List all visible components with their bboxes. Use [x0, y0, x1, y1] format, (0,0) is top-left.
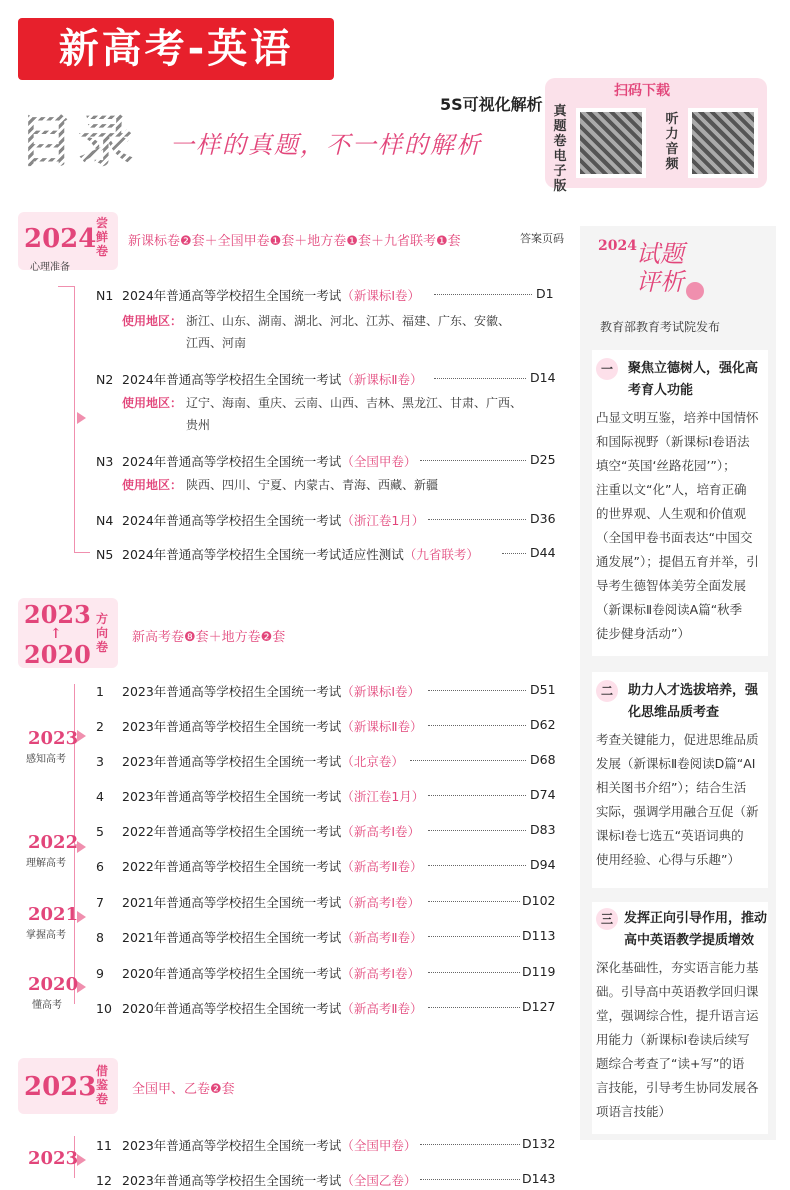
group-caption: 理解高考: [26, 858, 66, 869]
row-title: 2024年普通高等学校招生全国统一考试: [122, 288, 342, 303]
row-number: 12: [96, 1173, 112, 1188]
leader-dots: [420, 1179, 520, 1180]
row-number: N2: [96, 372, 114, 387]
toc-row[interactable]: [96, 452, 416, 470]
region-text: 陕西、四川、宁夏、内蒙古、青海、西藏、新疆: [186, 478, 439, 492]
leader-dots: [428, 690, 526, 691]
leader-dots: [420, 1144, 520, 1145]
review-item-title: 发挥正向引导作用，推动: [624, 911, 768, 926]
row-title: 2024年普通高等学校招生全国统一考试: [122, 454, 342, 469]
row-title: 2023年普通高等学校招生全国统一考试: [122, 1173, 342, 1188]
toc-title: 目录: [18, 98, 138, 178]
row-page: D14: [530, 370, 556, 385]
toc-row[interactable]: [96, 964, 420, 982]
leader-dots: [428, 936, 520, 937]
row-title: 2023年普通高等学校招生全国统一考试: [122, 789, 342, 804]
review-item-title: 考育人功能: [628, 383, 694, 398]
review-item-title: 化思维品质考查: [628, 705, 720, 720]
row-number: 4: [96, 789, 104, 804]
section-2023-summary: 新高考卷❽套＋地方卷❷套: [132, 630, 286, 645]
row-page: D119: [522, 964, 556, 979]
row-paper: （新高考Ⅱ卷）: [341, 930, 423, 945]
row-paper: （新课标Ⅰ卷）: [341, 288, 420, 303]
row-title: 2021年普通高等学校招生全国统一考试: [122, 895, 342, 910]
review-item-number: 二: [596, 680, 618, 702]
row-paper: （新高考Ⅱ卷）: [341, 859, 423, 874]
row-title: 2020年普通高等学校招生全国统一考试: [122, 1001, 342, 1016]
row-number: 8: [96, 930, 104, 945]
section-borrow-year: 2023: [24, 1072, 97, 1102]
row-page: D132: [522, 1136, 556, 1151]
row-page: D143: [522, 1171, 556, 1186]
tree-arrow-icon: [77, 730, 86, 742]
row-title: 2023年普通高等学校招生全国统一考试: [122, 1138, 342, 1153]
toc-row[interactable]: [96, 752, 404, 770]
section-2023-tag: 方向卷: [95, 612, 108, 654]
leader-dots: [420, 460, 526, 461]
leader-dots: [410, 760, 526, 761]
group-year: 2023: [28, 728, 79, 749]
section-2024-tag: 尝鲜卷: [95, 216, 108, 258]
tree-arrow-icon: [77, 412, 86, 424]
row-number: N5: [96, 547, 114, 562]
row-number: N3: [96, 454, 114, 469]
toc-row[interactable]: [96, 1136, 416, 1154]
up-arrow-icon: ↑: [50, 626, 62, 642]
leader-dots: [428, 901, 520, 902]
row-page: D25: [530, 452, 556, 467]
row-page: D1: [536, 286, 554, 301]
region-text: 辽宁、海南、重庆、云南、山西、吉林、黑龙江、甘肃、广西、: [186, 396, 523, 410]
section-year-top: 2023: [24, 600, 91, 629]
row-number: 10: [96, 1001, 112, 1016]
row-title: 2024年普通高等学校招生全国统一考试适应性测试: [122, 547, 404, 562]
review-item-number: 三: [596, 908, 618, 930]
row-paper: （新高考Ⅰ卷）: [341, 824, 420, 839]
tree-arrow-icon: [77, 1154, 86, 1166]
row-page: D83: [530, 822, 556, 837]
row-title: 2023年普通高等学校招生全国统一考试: [122, 719, 342, 734]
toc-row[interactable]: [96, 822, 420, 840]
leader-dots: [428, 795, 526, 796]
row-number: 1: [96, 684, 104, 699]
row-number: 2: [96, 719, 104, 734]
row-paper: （新高考Ⅱ卷）: [341, 1001, 423, 1016]
leader-dots: [434, 378, 526, 379]
region-text: 江西、河南: [186, 336, 247, 350]
panel-badge-text: 试题评析: [636, 240, 684, 296]
review-item-body: 考查关键能力，促进思维品质 发展（新课标Ⅱ卷阅读D篇“AI 相关图书介绍”）；结合生活 实际，强调学用融合互促（新 课标Ⅰ卷七选五“英语词典的 使用经验、心得与乐趣”）: [596, 732, 759, 867]
group-caption: 掌握高考: [26, 930, 66, 941]
qr-code-right[interactable]: [688, 108, 758, 178]
qr-right-label: 听力音频: [665, 112, 679, 172]
row-paper: （浙江卷1月）: [341, 513, 425, 528]
row-number: 6: [96, 859, 104, 874]
leader-dots: [428, 519, 526, 520]
row-paper: （全国乙卷）: [341, 1173, 417, 1188]
row-paper: （新课标Ⅰ卷）: [341, 684, 420, 699]
panel-source: 教育部教育考试院发布: [600, 320, 721, 334]
row-paper: （北京卷）: [341, 754, 404, 769]
tree-branch: [74, 552, 90, 553]
toc-row[interactable]: [96, 1171, 416, 1189]
toc-row[interactable]: [96, 893, 420, 911]
five-s-label: 5S可视化解析: [440, 95, 543, 114]
row-paper: （浙江卷1月）: [341, 789, 425, 804]
row-page: D68: [530, 752, 556, 767]
review-item-title: 助力人才选拔培养，强: [628, 683, 759, 698]
toc-row[interactable]: [96, 787, 424, 805]
row-page: D62: [530, 717, 556, 732]
tree-arrow-icon: [77, 841, 86, 853]
review-item-title: 高中英语教学提质增效: [624, 933, 755, 948]
row-number: N1: [96, 288, 114, 303]
row-page: D74: [530, 787, 556, 802]
row-page: D113: [522, 928, 556, 943]
region-label: 使用地区：: [122, 396, 183, 410]
toc-row[interactable]: [96, 682, 420, 700]
slogan: 一样的真题，不一样的解析: [170, 131, 482, 159]
leader-dots: [434, 294, 532, 295]
row-number: 5: [96, 824, 104, 839]
row-title: 2022年普通高等学校招生全国统一考试: [122, 824, 342, 839]
leader-dots: [428, 972, 520, 973]
region-text: 贵州: [186, 418, 211, 432]
answer-page-header: 答案页码: [520, 232, 564, 245]
toc-row[interactable]: [96, 717, 422, 735]
section-borrow-tag: 借鉴卷: [95, 1064, 108, 1106]
row-number: 9: [96, 966, 104, 981]
leader-dots: [428, 830, 526, 831]
group-year: 2021: [28, 904, 79, 925]
toc-row[interactable]: [96, 545, 479, 563]
group-year: 2023: [28, 1148, 79, 1169]
group-caption: 感知高考: [26, 754, 66, 765]
toc-row[interactable]: [96, 511, 424, 529]
row-title: 2024年普通高等学校招生全国统一考试: [122, 372, 342, 387]
qr-code-left[interactable]: [576, 108, 646, 178]
row-number: N4: [96, 513, 114, 528]
section-2024-summary: 新课标卷❷套＋全国甲卷❶套＋地方卷❶套＋九省联考❶套: [128, 234, 461, 249]
row-title: 2022年普通高等学校招生全国统一考试: [122, 859, 342, 874]
row-page: D44: [530, 545, 556, 560]
row-title: 2023年普通高等学校招生全国统一考试: [122, 754, 342, 769]
section-borrow-summary: 全国甲、乙卷❷套: [132, 1082, 235, 1097]
panel-badge-year: 2024: [598, 238, 637, 254]
row-number: 11: [96, 1138, 112, 1153]
tree-branch: [58, 286, 74, 287]
tree-arrow-icon: [77, 911, 86, 923]
row-paper: （新高考Ⅰ卷）: [341, 895, 420, 910]
section-year-bottom: 2020: [24, 640, 91, 669]
row-paper: （九省联考）: [403, 547, 479, 562]
rosette-icon: [686, 282, 704, 300]
row-paper: （新高考Ⅰ卷）: [341, 966, 420, 981]
review-item-body: 凸显文明互鉴，培养中国情怀 和国际视野（新课标Ⅰ卷语法 填空“英国‘丝路花园’”）； 注重以文“化”人，培育正确 的世界观、人生观和价值观 （全国甲卷书面表达“中国交 通发展”）；提倡五育并举，引 导考生德智体美劳全面发展 （新课标Ⅱ卷阅读A篇“秋季 徒步健身活动”）: [596, 410, 759, 641]
review-item-title: 聚焦立德树人，强化高: [628, 361, 759, 376]
row-page: D94: [530, 857, 556, 872]
tree-line: [74, 286, 75, 552]
toc-row[interactable]: [96, 999, 422, 1017]
toc-row[interactable]: [96, 928, 422, 946]
toc-row[interactable]: [96, 370, 422, 388]
row-title: 2021年普通高等学校招生全国统一考试: [122, 930, 342, 945]
scan-title: 扫码下载: [614, 83, 670, 99]
group-year: 2022: [28, 832, 79, 853]
group-caption: 懂高考: [32, 1000, 62, 1011]
leader-dots: [428, 725, 526, 726]
row-page: D102: [522, 893, 556, 908]
region-label: 使用地区：: [122, 478, 183, 492]
region-text: 浙江、山东、湖南、湖北、河北、江苏、福建、广东、安徽、: [186, 314, 511, 328]
group-year: 2020: [28, 974, 79, 995]
section-2024-year: 2024: [24, 224, 97, 254]
row-title: 2020年普通高等学校招生全国统一考试: [122, 966, 342, 981]
row-number: 3: [96, 754, 104, 769]
row-page: D51: [530, 682, 556, 697]
row-number: 7: [96, 895, 104, 910]
leader-dots: [428, 1007, 520, 1008]
section-2024-subtitle: 心理准备: [30, 262, 70, 273]
row-paper: （全国甲卷）: [341, 454, 417, 469]
row-paper: （全国甲卷）: [341, 1138, 417, 1153]
row-paper: （新课标Ⅱ卷）: [341, 719, 423, 734]
toc-row[interactable]: [96, 286, 420, 304]
row-paper: （新课标Ⅱ卷）: [341, 372, 423, 387]
review-item-body: 深化基础性，夯实语言能力基 础。引导高中英语教学回归课 堂，强调综合性，提升语言运 用能力（新课标Ⅰ卷读后续写 题综合考查了“读+写”的语 言技能，引导考生协同发展各 项语言技能）: [596, 960, 759, 1119]
row-title: 2024年普通高等学校招生全国统一考试: [122, 513, 342, 528]
row-page: D36: [530, 511, 556, 526]
qr-left-label: 真题卷电子版: [553, 104, 567, 194]
leader-dots: [428, 865, 526, 866]
toc-row[interactable]: [96, 857, 422, 875]
brand-banner: 新高考-英语: [18, 18, 334, 80]
row-page: D127: [522, 999, 556, 1014]
row-title: 2023年普通高等学校招生全国统一考试: [122, 684, 342, 699]
tree-arrow-icon: [77, 981, 86, 993]
leader-dots: [502, 553, 526, 554]
review-item-number: 一: [596, 358, 618, 380]
region-label: 使用地区：: [122, 314, 183, 328]
